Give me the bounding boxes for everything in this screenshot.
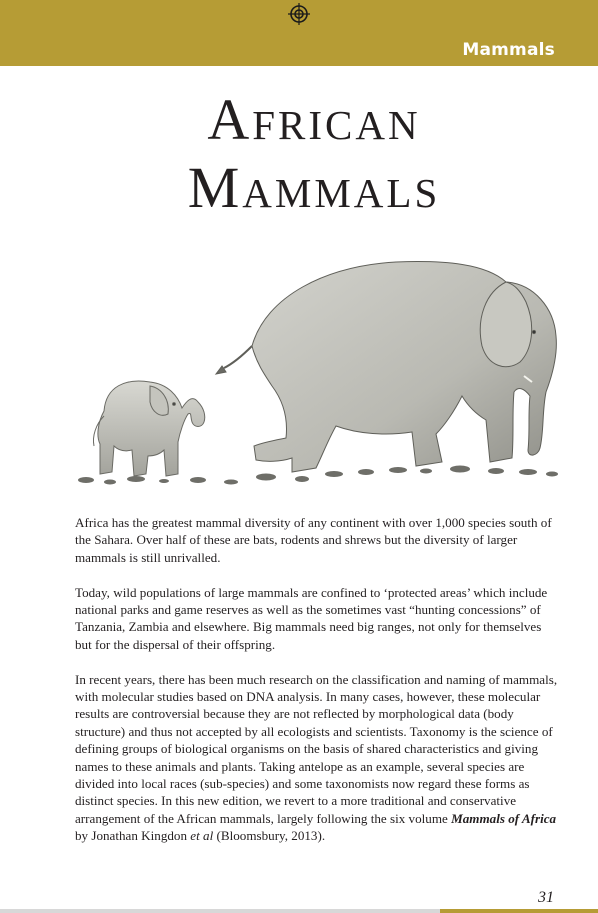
paragraph-3-text: In recent years, there has been much research on the classification and naming of mammals, with molecular studies based on DNA analysis. In many cases, however, these molecular results are controversial because they are not reflected by morphological data (body structure) and thus not accepted by all ecologists and scientists. Taxonomy is the science of defining groups of biological organisms on the basis of shared characteristics and giving names to these animals and plants. Taking antelope as an example, several species are divided into local races (sub-species) and some taxonomists now regard these forms as distinct species. In this new edition, we revert to a more traditional and conservative arrangement of the African mammals, largely following the six volume xyxy=(75,671,558,826)
elephant-adult xyxy=(216,262,556,472)
paragraph-2: Today, wild populations of large mammals are confined to ‘protected areas’ which include national parks and game reserves as well as the sometimes vast “hunting concessions” of Tanzania, Zambia and elsewhere. Big mammals need big ranges, not only for themselves but for the dispersal of their offspring. xyxy=(75,584,548,652)
et-al: et al xyxy=(190,828,214,844)
title-line-2: Mammals xyxy=(187,155,441,220)
section-label: Mammals xyxy=(462,40,555,60)
paragraph-3-by: by Jonathan Kingdon xyxy=(75,828,191,844)
page-number: 31 xyxy=(538,889,554,906)
elephant-calf xyxy=(93,381,204,476)
bottom-accent-bar xyxy=(440,909,598,913)
paragraph-3-end: (Bloomsbury, 2013). xyxy=(213,828,326,844)
registration-mark-icon xyxy=(288,3,310,25)
elephant-with-calf-illustration xyxy=(66,236,564,494)
book-title: Mammals of Africa xyxy=(451,810,557,826)
paragraph-1: Africa has the greatest mammal diversity of any continent with over 1,000 species south of the Sahara. Over half of these are bats, rodents and shrews but the diversity of larger mammals is still unrivalled. xyxy=(75,515,552,565)
header-band xyxy=(0,0,598,66)
ground-pebbles xyxy=(78,466,558,485)
paragraph-3 xyxy=(75,671,559,845)
title-line-1: African xyxy=(207,87,421,152)
page-title xyxy=(0,86,598,222)
article-body xyxy=(75,514,559,862)
